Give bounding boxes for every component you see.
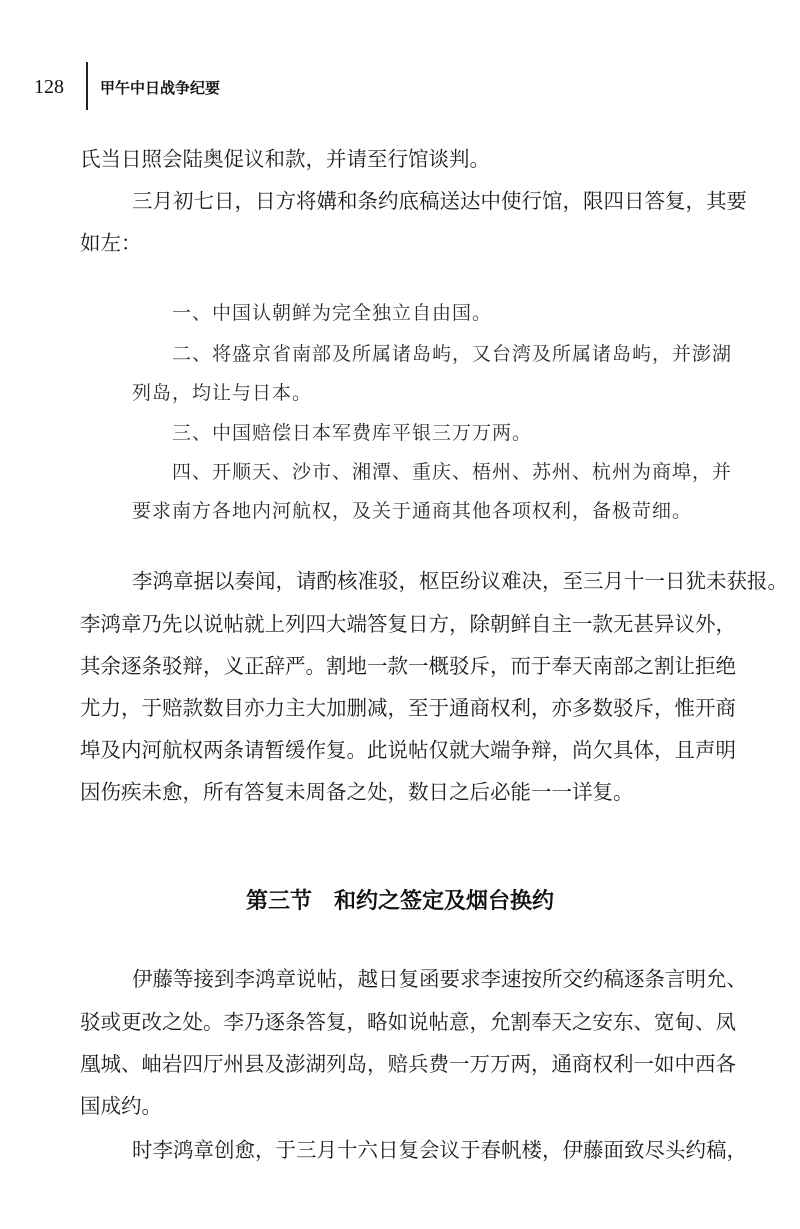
section-heading: 第三节 和约之签定及烟台换约 bbox=[245, 889, 554, 914]
treaty-term: 要求南方各地内河航权，及关于通商其他各项权利，备极苛细。 bbox=[132, 500, 693, 522]
text-line: 因伤疾未愈，所有答复未周备之处，数日之后必能一一详复。 bbox=[80, 780, 634, 804]
treaty-term: 一、中国认朝鲜为完全独立自由国。 bbox=[172, 302, 493, 324]
text-line: 如左： bbox=[80, 231, 142, 255]
treaty-term: 二、将盛京省南部及所属诸岛屿，又台湾及所属诸岛屿，并澎湖 bbox=[172, 343, 733, 365]
text-line: 伊藤等接到李鸿章说帖，越日复函要求李速按所交约稿逐条言明允、 bbox=[132, 967, 747, 991]
text-line: 尤力，于赔款数目亦力主大加删减，至于通商权利，亦多数驳斥，惟开商 bbox=[80, 696, 736, 720]
text-line: 埠及内河航权两条请暂缓作复。此说帖仅就大端争辩，尚欠具体，且声明 bbox=[80, 738, 736, 762]
running-title: 甲午中日战争纪要 bbox=[100, 79, 221, 97]
page-number: 128 bbox=[34, 76, 64, 98]
treaty-term: 三、中国赔偿日本军费库平银三万万两。 bbox=[172, 422, 533, 444]
text-line: 三月初七日，日方将媾和条约底稿送达中使行馆，限四日答复，其要 bbox=[132, 189, 747, 213]
text-line: 国成约。 bbox=[80, 1094, 162, 1118]
text-line: 李鸿章乃先以说帖就上列四大端答复日方，除朝鲜自主一款无甚异议外， bbox=[80, 612, 736, 636]
page-header bbox=[0, 62, 800, 110]
header-divider bbox=[86, 62, 88, 110]
text-line: 时李鸿章创愈，于三月十六日复会议于春帆楼，伊藤面致尽头约稿， bbox=[132, 1138, 747, 1162]
treaty-term: 列岛，均让与日本。 bbox=[132, 382, 313, 404]
treaty-term: 四、开顺天、沙市、湘潭、重庆、梧州、苏州、杭州为商埠，并 bbox=[172, 461, 733, 483]
text-line: 李鸿章据以奏闻，请酌核准驳，枢臣纷议难决，至三月十一日犹未获报。 bbox=[132, 569, 788, 593]
text-line: 其余逐条驳辩，义正辞严。割地一款一概驳斥，而于奉天南部之割让拒绝 bbox=[80, 654, 736, 678]
text-line: 氏当日照会陆奥促议和款，并请至行馆谈判。 bbox=[80, 147, 490, 171]
text-line: 凰城、岫岩四厅州县及澎湖列岛，赔兵费一万万两，通商权利一如中西各 bbox=[80, 1052, 736, 1076]
text-line: 驳或更改之处。李乃逐条答复，略如说帖意，允割奉天之安东、宽甸、凤 bbox=[80, 1010, 736, 1034]
